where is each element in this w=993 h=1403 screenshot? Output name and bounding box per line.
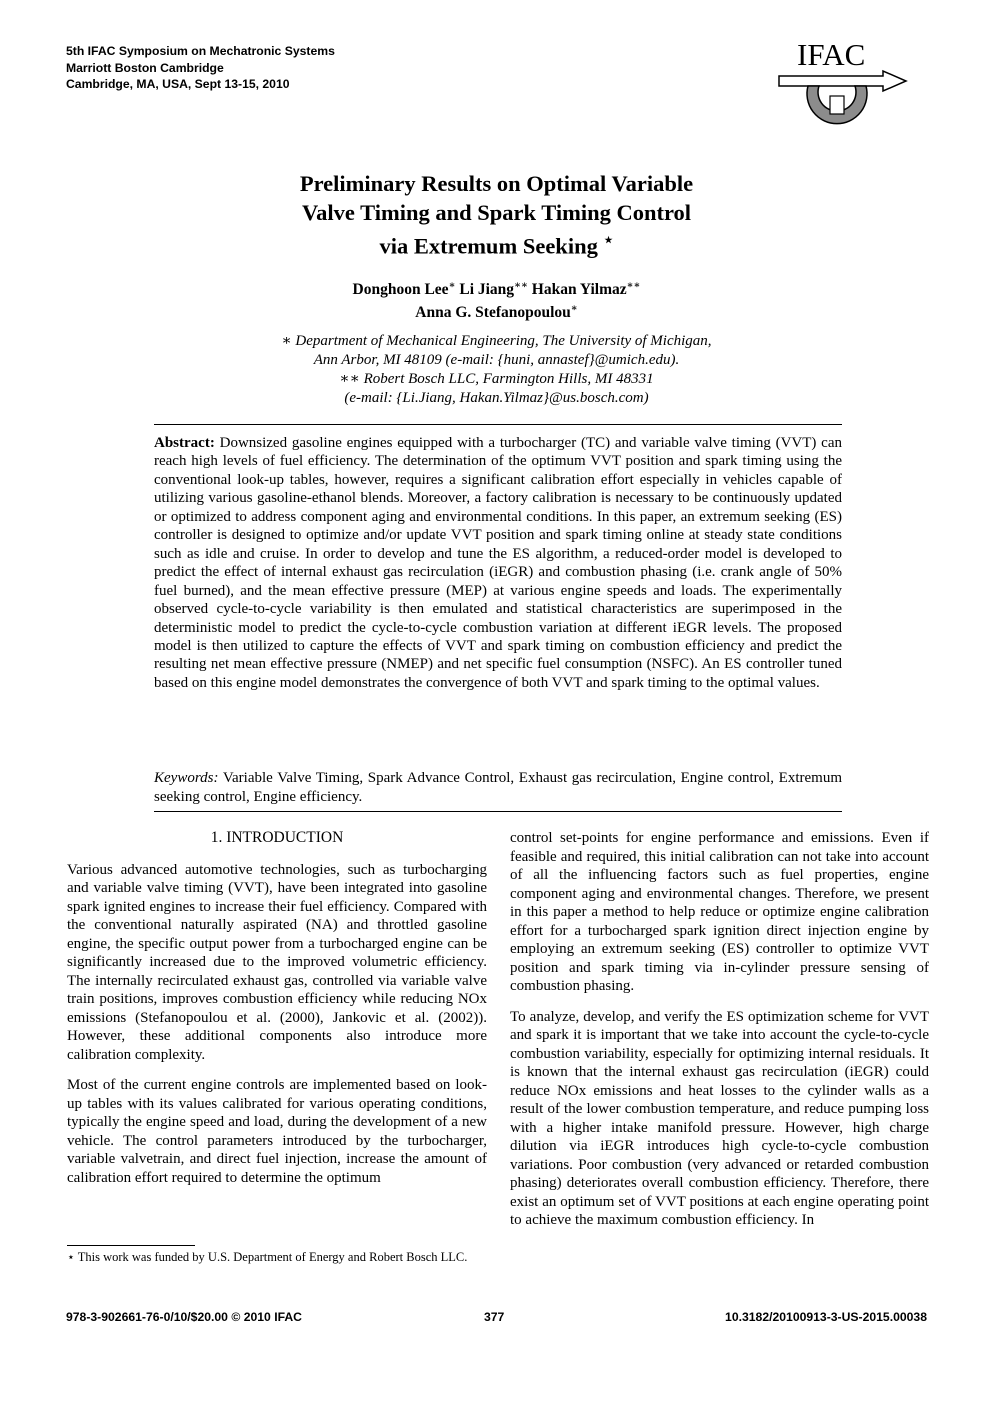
divider <box>154 811 842 812</box>
affiliation-line: (e-mail: {Li.Jiang, Hakan.Yilmaz}@us.bosch.com) <box>344 390 649 406</box>
footnote-rule <box>67 1245 195 1246</box>
author-line <box>150 276 843 299</box>
author-mark: ∗∗ <box>514 280 528 291</box>
paper-title <box>150 170 843 261</box>
author-mark: ∗∗ <box>626 280 641 291</box>
ifac-logo <box>775 38 915 128</box>
affiliation-line: ∗ Department of Mechanical Engineering, The University of Michigan, <box>281 333 712 349</box>
conference-line: Marriott Boston Cambridge <box>66 60 224 75</box>
title-line: Valve Timing and Spark Timing Control <box>301 199 692 225</box>
footnote-mark: ⋆ <box>67 1250 75 1264</box>
keywords <box>154 769 842 806</box>
author-line <box>150 299 843 322</box>
paragraph: Various advanced automotive technologies, such as turbocharging and variable valve timing (VVT), have been integrated into gasoline spark ignited engines to increase their fuel efficiency. Compared with the conventional naturally aspirated (NA) and throttled gasoline engine, the specific output power from a turbocharged engine can be significantly increased due to the improved volumetric efficiency. The internally recirculated exhaust gas, controlled via variable valve train positions, improves combustion efficiency while reducing NOx emissions (Stefanopoulou et al. (2000), Jankovic et al. (2002)). However, these additional components also introduce more calibration complexity. <box>67 861 487 1063</box>
logo-text: IFAC <box>797 38 866 72</box>
logo-arrow-icon <box>779 71 906 91</box>
conference-line: Cambridge, MA, USA, Sept 13-15, 2010 <box>66 77 290 91</box>
abstract-text: Downsized gasoline engines equipped with a turbocharger (TC) and variable valve timing (VVT) can reach high levels of fuel efficiency. The determination of the optimum VVT position and spark timing using the conventional look-up tables, however, requires a significant calibration effort especially in vehicles capable of utilizing various gasoline-ethanol blends. Moreover, a factory calibration is necessary to be continuously updated or optimized to address component aging and environmental conditions. In this paper, an extremum seeking (ES) controller is designed to optimize and/or update VVT position and spark timing online at steady state conditions such as idle and cruise. In order to develop and tune the ES algorithm, a reduced-order model is developed to predict the effect of internal exhaust gas recirculation (iEGR) and combustion phasing (i.e. crank angle of 50% fuel burned), and the mean effective pressure (MEP) at various engine speeds and loads. The experimentally observed cycle-to-cycle variability is then emulated and statistical characteristics are superimposed in the deterministic model to predict the cycle-to-cycle combustion variation at different iEGR levels. The proposed model is then utilized to capture the effects of VVT and spark timing on combustion efficiency and predict the resulting net mean effective pressure (NMEP) and net specific fuel consumption (NSFC). An ES controller tuned based on this engine model demonstrates the convergence of both VVT and spark timing to the optimal values. <box>154 435 842 691</box>
abstract <box>154 434 842 692</box>
footer-isbn: 978-3-902661-76-0/10/$20.00 © 2010 IFAC <box>66 1310 302 1324</box>
affiliation-line: Ann Arbor, MI 48109 (e-mail: {huni, annastef}@umich.edu). <box>313 352 680 368</box>
paragraph: To analyze, develop, and verify the ES optimization scheme for VVT and spark it is important that we take into account the cycle-to-cycle combustion variability, especially for optimizing internal residuals. It is known that the internal exhaust gas recirculation (iEGR) could reduce NOx emissions and heat losses to the cylinder walls as a result of the lower combustion temperature, and reduce pumping loss with a higher intake manifold pressure. However, high charge dilution via iEGR introduces high cycle-to-cycle combustion variations. Poor combustion (very advanced or retarded combustion phasing) deteriorates overall combustion efficiency. Therefore, there exist an optimum set of VVT positions at each engine operating point to achieve the maximum combustion efficiency. In <box>510 1008 929 1228</box>
divider <box>154 424 842 425</box>
paragraph: control set-points for engine performance and emissions. Even if feasible and required, this initial calibration can not take into account of all the influencing factors such as fuel properties, engine component aging and environmental changes. Therefore, we present in this paper a method to help reduce or optimize engine calibration effort for a turbocharged spark ignition direct injection engine by employing an extremum seeking (ES) controller to optimize VVT position and spark timing via in-cylinder pressure sensing of combustion phasing. <box>510 830 929 994</box>
page-number: 377 <box>484 1310 505 1324</box>
footnote <box>67 1249 487 1266</box>
affiliations <box>150 332 843 408</box>
footnote-text: This work was funded by U.S. Department of Energy and Robert Bosch LLC. <box>77 1250 468 1264</box>
title-line <box>150 227 843 261</box>
author-name: Li Jiang <box>459 281 515 299</box>
conference-header <box>66 43 335 93</box>
conference-line: 5th IFAC Symposium on Mechatronic Systems <box>66 44 335 58</box>
author-name: Donghoon Lee <box>352 281 449 299</box>
logo-block-icon <box>830 96 844 114</box>
author-list <box>150 276 843 322</box>
author-mark: ∗ <box>570 303 578 315</box>
author-mark: ∗ <box>448 280 456 291</box>
title-line: Preliminary Results on Optimal Variable <box>299 171 694 196</box>
title-line-text: via Extremum Seeking <box>379 233 598 259</box>
abstract-label: Abstract: <box>154 435 215 451</box>
title-star: ⋆ <box>603 232 614 249</box>
keywords-label: Keywords: <box>154 770 219 786</box>
author-name: Hakan Yilmaz <box>531 281 627 299</box>
paragraph: Most of the current engine controls are implemented based on look-up tables with its values calibrated for various operating conditions, typically the engine speed and load, during the development of a new vehicle. The control parameters introduced by the turbocharger, variable valvetrain, and direct fuel injection, increase the amount of calibration effort required to determine the optimum <box>67 1077 487 1186</box>
affiliation-line: ∗∗ Robert Bosch LLC, Farmington Hills, MI 48331 <box>339 371 654 387</box>
left-column <box>67 829 487 1199</box>
keywords-text: Variable Valve Timing, Spark Advance Control, Exhaust gas recirculation, Engine control, Extremum seeking control, Engine efficiency. <box>154 770 842 805</box>
section-heading: 1. INTRODUCTION <box>210 829 344 846</box>
author-name: Anna G. Stefanopoulou <box>415 304 571 322</box>
footer-doi: 10.3182/20100913-3-US-2015.00038 <box>725 1310 927 1324</box>
right-column <box>510 829 929 1242</box>
